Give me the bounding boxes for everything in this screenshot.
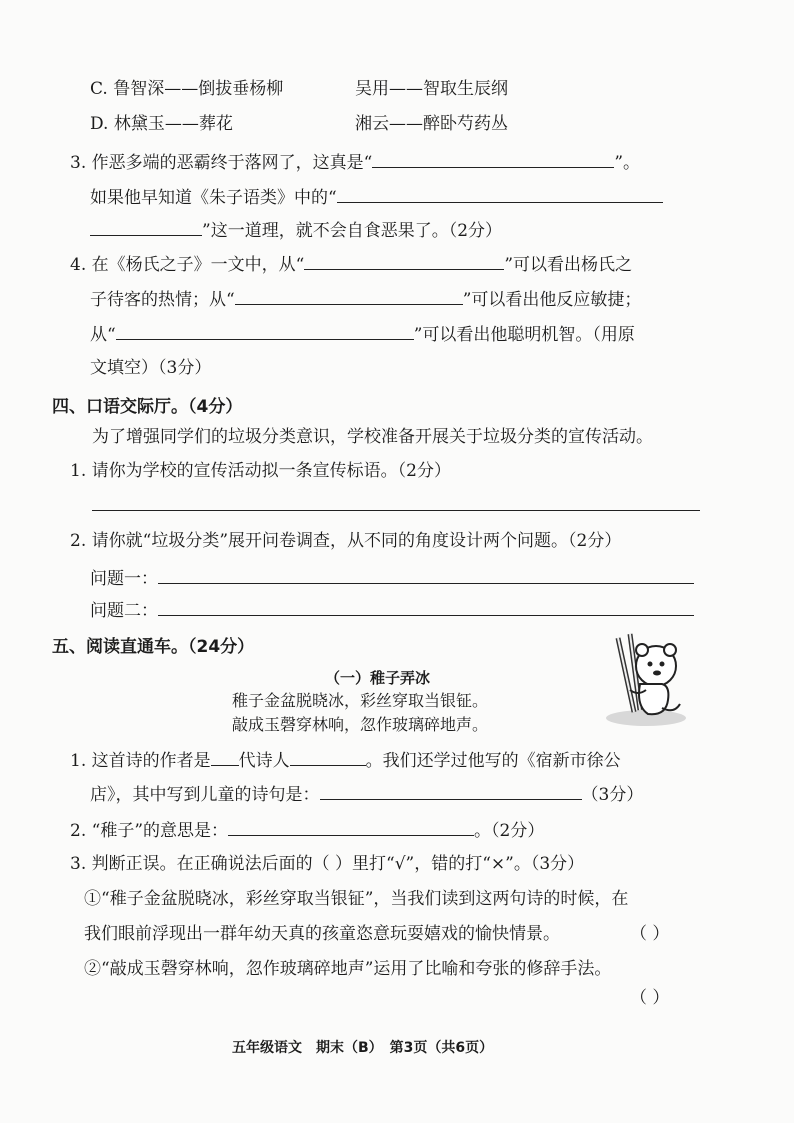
s5-question-3-intro: 3. 判断正误。在正确说法后面的（ ）里打“√”，错的打“×”。（3分）: [70, 854, 585, 874]
option-d-right: 湘云——醉卧芍药丛: [355, 114, 508, 134]
s5-q1-text-b: 代诗人: [238, 751, 290, 771]
question-4-line1: [70, 252, 632, 276]
s5-q1-blank-poet[interactable]: [290, 748, 366, 766]
q4-blank-2[interactable]: [235, 287, 463, 305]
bear-with-brush-illustration: [600, 630, 696, 730]
poem-line-2: 敲成玉磬穿林响，忽作玻璃碎地声。: [232, 715, 489, 734]
q3-blank-1[interactable]: [372, 150, 614, 168]
s5-q1-blank-verse[interactable]: [320, 782, 582, 800]
statement-1-answer-paren[interactable]: （ ）: [630, 924, 670, 944]
slogan-answer-line[interactable]: [92, 510, 700, 511]
s5-q2-text-b: 。（2分）: [474, 821, 545, 841]
q3-text-c: 如果他早知道《朱子语类》中的“: [90, 188, 337, 208]
option-c-left: C. 鲁智深——倒拔垂杨柳: [90, 79, 284, 99]
statement-2-answer-paren[interactable]: （ ）: [630, 988, 670, 1008]
section-4-question-1: 1. 请你为学校的宣传活动拟一条宣传标语。（2分）: [70, 461, 451, 481]
question-one-row: [90, 566, 694, 590]
q4-text-c: 子待客的热情；从“: [90, 290, 235, 310]
s5-question-1-line2: [90, 782, 643, 806]
question-4-line4: 文填空）（3分）: [90, 358, 212, 378]
s5-q2-text-a: 2. “稚子”的意思是：: [70, 821, 229, 841]
option-d-left: D. 林黛玉——葬花: [90, 114, 233, 134]
question-3-line1: [70, 150, 640, 174]
q4-blank-3[interactable]: [116, 322, 414, 340]
question-4-line3: [90, 322, 635, 346]
q3-text-d: ”这一道理，就不会自食恶果了。（2分）: [202, 221, 503, 241]
question-one-label: 问题一：: [90, 569, 158, 589]
q4-text-f: ”可以看出他聪明机智。（用原: [413, 325, 635, 345]
q3-text-b: ”。: [614, 153, 641, 173]
q4-text-b: ”可以看出杨氏之: [504, 255, 633, 275]
poem-line-1: 稚子金盆脱晓冰，彩丝穿取当银钲。: [232, 691, 489, 710]
s5-q2-blank[interactable]: [228, 818, 474, 836]
question-3-line3: [90, 218, 502, 242]
statement-1-line1: ①“稚子金盆脱晓冰，彩丝穿取当银钲”，当我们读到这两句诗的时候，在: [84, 889, 629, 909]
question-3-line2: [90, 185, 663, 209]
q4-text-d: ”可以看出他反应敏捷；: [462, 290, 642, 310]
s5-q1-text-c: 。我们还学过他写的《宿新市徐公: [365, 751, 621, 771]
q4-blank-1[interactable]: [304, 252, 504, 270]
s5-q1-text-a: 1. 这首诗的作者是: [70, 751, 211, 771]
question-two-answer-line[interactable]: [158, 598, 694, 616]
q4-text-e: 从“: [90, 325, 116, 345]
q3-blank-2b[interactable]: [90, 218, 202, 236]
question-two-label: 问题二：: [90, 601, 158, 621]
section-4-intro: 为了增强同学们的垃圾分类意识，学校准备开展关于垃圾分类的宣传活动。: [92, 427, 653, 447]
s5-q1-text-e: （3分）: [581, 785, 644, 805]
section-5-heading: 五、阅读直通车。（24分）: [52, 637, 255, 657]
page-footer: 五年级语文 期末（B） 第3页（共6页）: [232, 1040, 494, 1056]
question-two-row: [90, 598, 694, 622]
question-4-line2: [90, 287, 641, 311]
q4-text-a: 4. 在《杨氏之子》一文中，从“: [70, 255, 305, 275]
section-4-question-2: 2. 请你就“垃圾分类”展开问卷调查，从不同的角度设计两个问题。（2分）: [70, 531, 622, 551]
statement-1-line2: 我们眼前浮现出一群年幼天真的孩童恣意玩耍嬉戏的愉快情景。: [84, 924, 560, 944]
question-one-answer-line[interactable]: [158, 566, 694, 584]
q3-blank-2a[interactable]: [337, 185, 663, 203]
statement-2: ②“敲成玉磬穿林响，忽作玻璃碎地声”运用了比喻和夸张的修辞手法。: [84, 959, 612, 979]
poem-title: （一）稚子弄冰: [325, 669, 431, 687]
s5-question-1-line1: [70, 748, 621, 772]
s5-question-2: [70, 818, 544, 842]
option-c-right: 吴用——智取生辰纲: [355, 79, 508, 99]
s5-q1-blank-dynasty[interactable]: [211, 748, 239, 766]
q3-text-a: 3. 作恶多端的恶霸终于落网了，这真是“: [70, 153, 373, 173]
section-4-heading: 四、口语交际厅。（4分）: [52, 397, 243, 417]
s5-q1-text-d: 店》，其中写到儿童的诗句是：: [90, 785, 320, 805]
